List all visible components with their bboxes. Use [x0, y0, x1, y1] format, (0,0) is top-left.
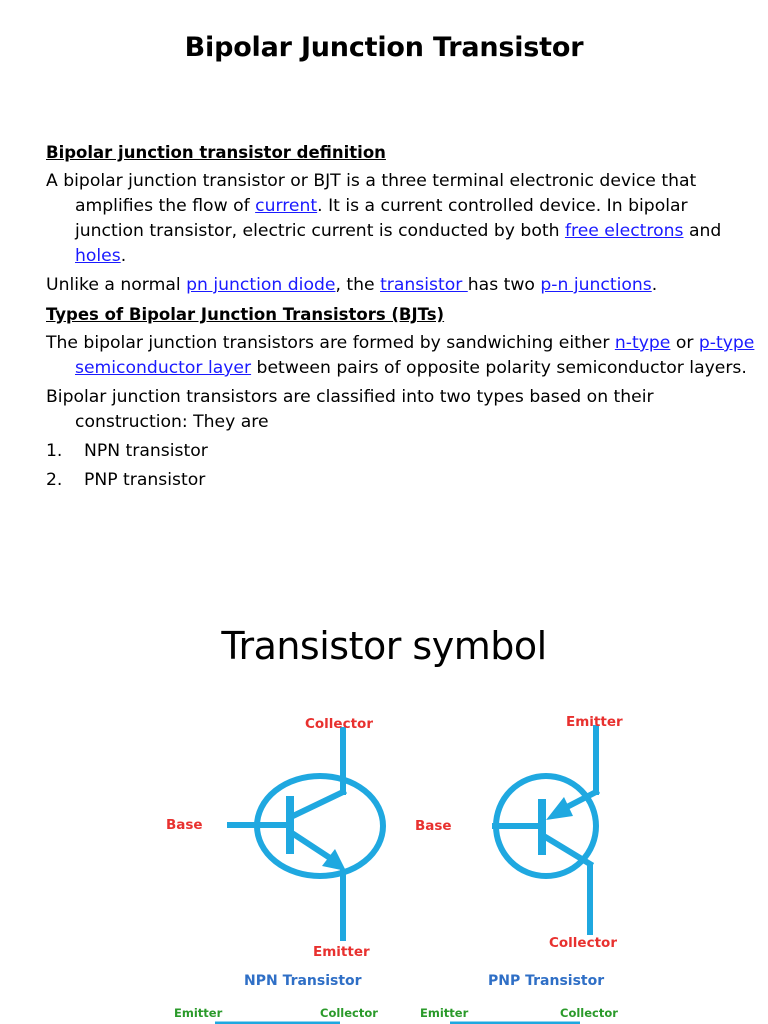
npn-collector-label: Collector [305, 716, 373, 732]
pn-junction-paragraph [46, 273, 758, 298]
link-current[interactable]: current [255, 196, 318, 216]
link-free-electrons[interactable]: free electrons [564, 221, 684, 241]
text: between pairs of opposite polarity semiconductor layers. [251, 358, 747, 378]
bottom-left-collector-label: Collector [320, 1006, 378, 1020]
pnp-caption: PNP Transistor [488, 973, 605, 989]
text: , the [335, 275, 381, 295]
pnp-collector-label: Collector [549, 935, 617, 951]
transistor-symbol-diagram [150, 700, 650, 1024]
link-holes[interactable]: holes [75, 246, 121, 266]
text: has two [467, 275, 541, 295]
definition-paragraph [46, 169, 758, 269]
text: . [651, 275, 658, 295]
text: or [670, 333, 699, 353]
link-n-type[interactable]: n-type [614, 333, 671, 353]
pnp-base-label: Base [415, 818, 452, 834]
list-item [46, 439, 758, 464]
definition-heading: Bipolar junction transistor definition [46, 143, 386, 162]
classification-paragraph: Bipolar junction transistors are classified into two types based on their construction: They are [46, 387, 654, 432]
bottom-right-collector-label: Collector [560, 1006, 618, 1020]
npn-emitter-label: Emitter [313, 944, 370, 960]
link-pn-junction-diode[interactable]: pn junction diode [186, 275, 336, 295]
list-item [46, 468, 758, 493]
list-text: PNP transistor [84, 470, 206, 490]
document-body [46, 140, 758, 497]
bottom-right-emitter-label: Emitter [420, 1006, 469, 1020]
list-text: NPN transistor [84, 441, 208, 461]
text: . It is a current controlled device. In bipolar junction transistor, electric current is conducted by both [75, 196, 688, 241]
link-transistor[interactable]: transistor [380, 275, 468, 295]
npn-caption: NPN Transistor [244, 973, 362, 989]
pnp-collector-wire [547, 838, 590, 864]
link-p-type-semiconductor-layer[interactable]: p-type semiconductor layer [75, 333, 755, 378]
types-paragraph [46, 331, 758, 381]
pnp-emitter-arrow [546, 797, 573, 820]
symbol-section-title: Transistor symbol [221, 624, 547, 668]
pnp-symbol [495, 728, 596, 932]
npn-collector-wire [295, 792, 343, 815]
text: The bipolar junction transistors are formed by sandwiching either [46, 333, 615, 353]
types-heading: Types of Bipolar Junction Transistors (BJTs) [46, 305, 445, 324]
text: . [120, 246, 127, 266]
page-title: Bipolar Junction Transistor [184, 32, 584, 63]
text: A bipolar junction transistor or BJT is a three terminal electronic device that amplifies the flow of [46, 171, 697, 216]
npn-base-label: Base [166, 817, 203, 833]
text: Unlike a normal [46, 275, 187, 295]
text: and [683, 221, 722, 241]
list-number: 1. [46, 441, 63, 461]
list-number: 2. [46, 470, 63, 490]
link-p-n-junctions[interactable]: p-n junctions [540, 275, 652, 295]
npn-emitter-wire [295, 835, 330, 858]
pnp-emitter-label: Emitter [566, 714, 623, 730]
bottom-left-emitter-label: Emitter [174, 1006, 223, 1020]
npn-symbol [230, 730, 383, 938]
